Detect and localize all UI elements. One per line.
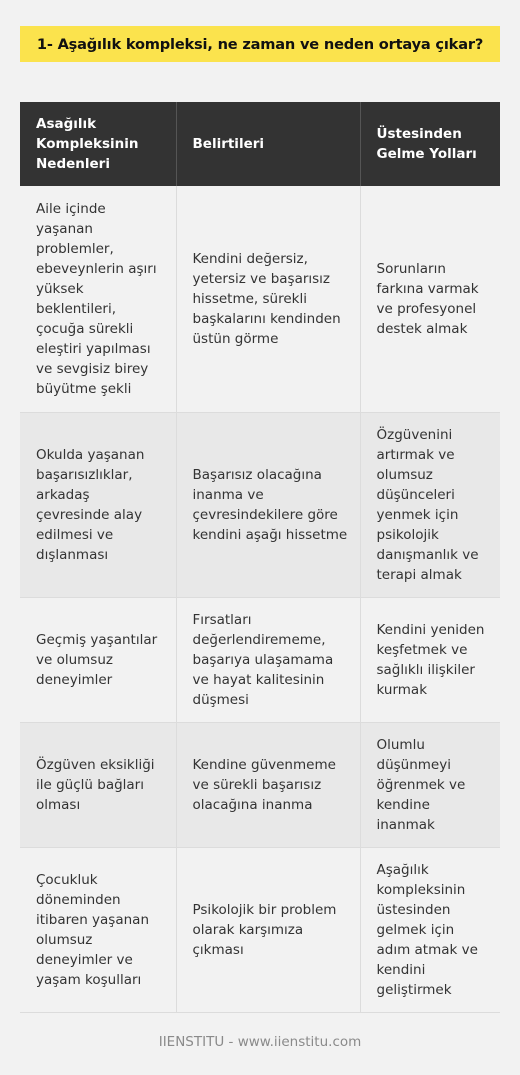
- table-header-row: [20, 102, 500, 186]
- solution-cell: Özgüvenini artırmak ve olumsuz düşünceleri yenmek için psikolojik danışmanlık ve terapi almak: [360, 413, 500, 598]
- header-symptoms: Belirtileri: [176, 102, 360, 186]
- page-title: 1- Aşağılık kompleksi, ne zaman ve neden ortaya çıkar?: [36, 35, 484, 53]
- symptom-cell: Psikolojik bir problem olarak karşımıza çıkması: [176, 848, 360, 1013]
- cause-cell: Okulda yaşanan başarısızlıklar, arkadaş çevresinde alay edilmesi ve dışlanması: [20, 413, 176, 598]
- solution-cell: Kendini yeniden keşfetmek ve sağlıklı ilişkiler kurmak: [360, 598, 500, 723]
- table-row: [20, 848, 500, 1013]
- solution-cell: Sorunların farkına varmak ve profesyonel destek almak: [360, 186, 500, 413]
- table-row: [20, 186, 500, 413]
- cause-cell: Çocukluk döneminden itibaren yaşanan olumsuz deneyimler ve yaşam koşulları: [20, 848, 176, 1013]
- footer-credit: IIENSTITU - www.iienstitu.com: [158, 1034, 362, 1050]
- symptom-cell: Kendini değersiz, yetersiz ve başarısız hissetme, sürekli başkalarını kendinden üstün görme: [176, 186, 360, 413]
- solution-cell: Olumlu düşünmeyi öğrenmek ve kendine inanmak: [360, 723, 500, 848]
- cause-cell: Aile içinde yaşanan problemler, ebeveynlerin aşırı yüksek beklentileri, çocuğa sürekli eleştiri yapılması ve sevgisiz birey büyütme şekli: [20, 186, 176, 413]
- cause-cell: Geçmiş yaşantılar ve olumsuz deneyimler: [20, 598, 176, 723]
- symptom-cell: Kendine güvenmeme ve sürekli başarısız olacağına inanma: [176, 723, 360, 848]
- symptom-cell: Fırsatları değerlendirememe, başarıya ulaşamama ve hayat kalitesinin düşmesi: [176, 598, 360, 723]
- table-row: [20, 723, 500, 848]
- title-banner: [20, 26, 500, 62]
- table-row: [20, 598, 500, 723]
- solution-cell: Aşağılık kompleksinin üstesinden gelmek için adım atmak ve kendini geliştirmek: [360, 848, 500, 1013]
- info-table: [20, 102, 500, 1013]
- header-causes: Asağılık Kompleksinin Nedenleri: [20, 102, 176, 186]
- symptom-cell: Başarısız olacağına inanma ve çevresindekilere göre kendini aşağı hissetme: [176, 413, 360, 598]
- cause-cell: Özgüven eksikliği ile güçlü bağları olması: [20, 723, 176, 848]
- table-row: [20, 413, 500, 598]
- header-solutions: Üstesinden Gelme Yolları: [360, 102, 500, 186]
